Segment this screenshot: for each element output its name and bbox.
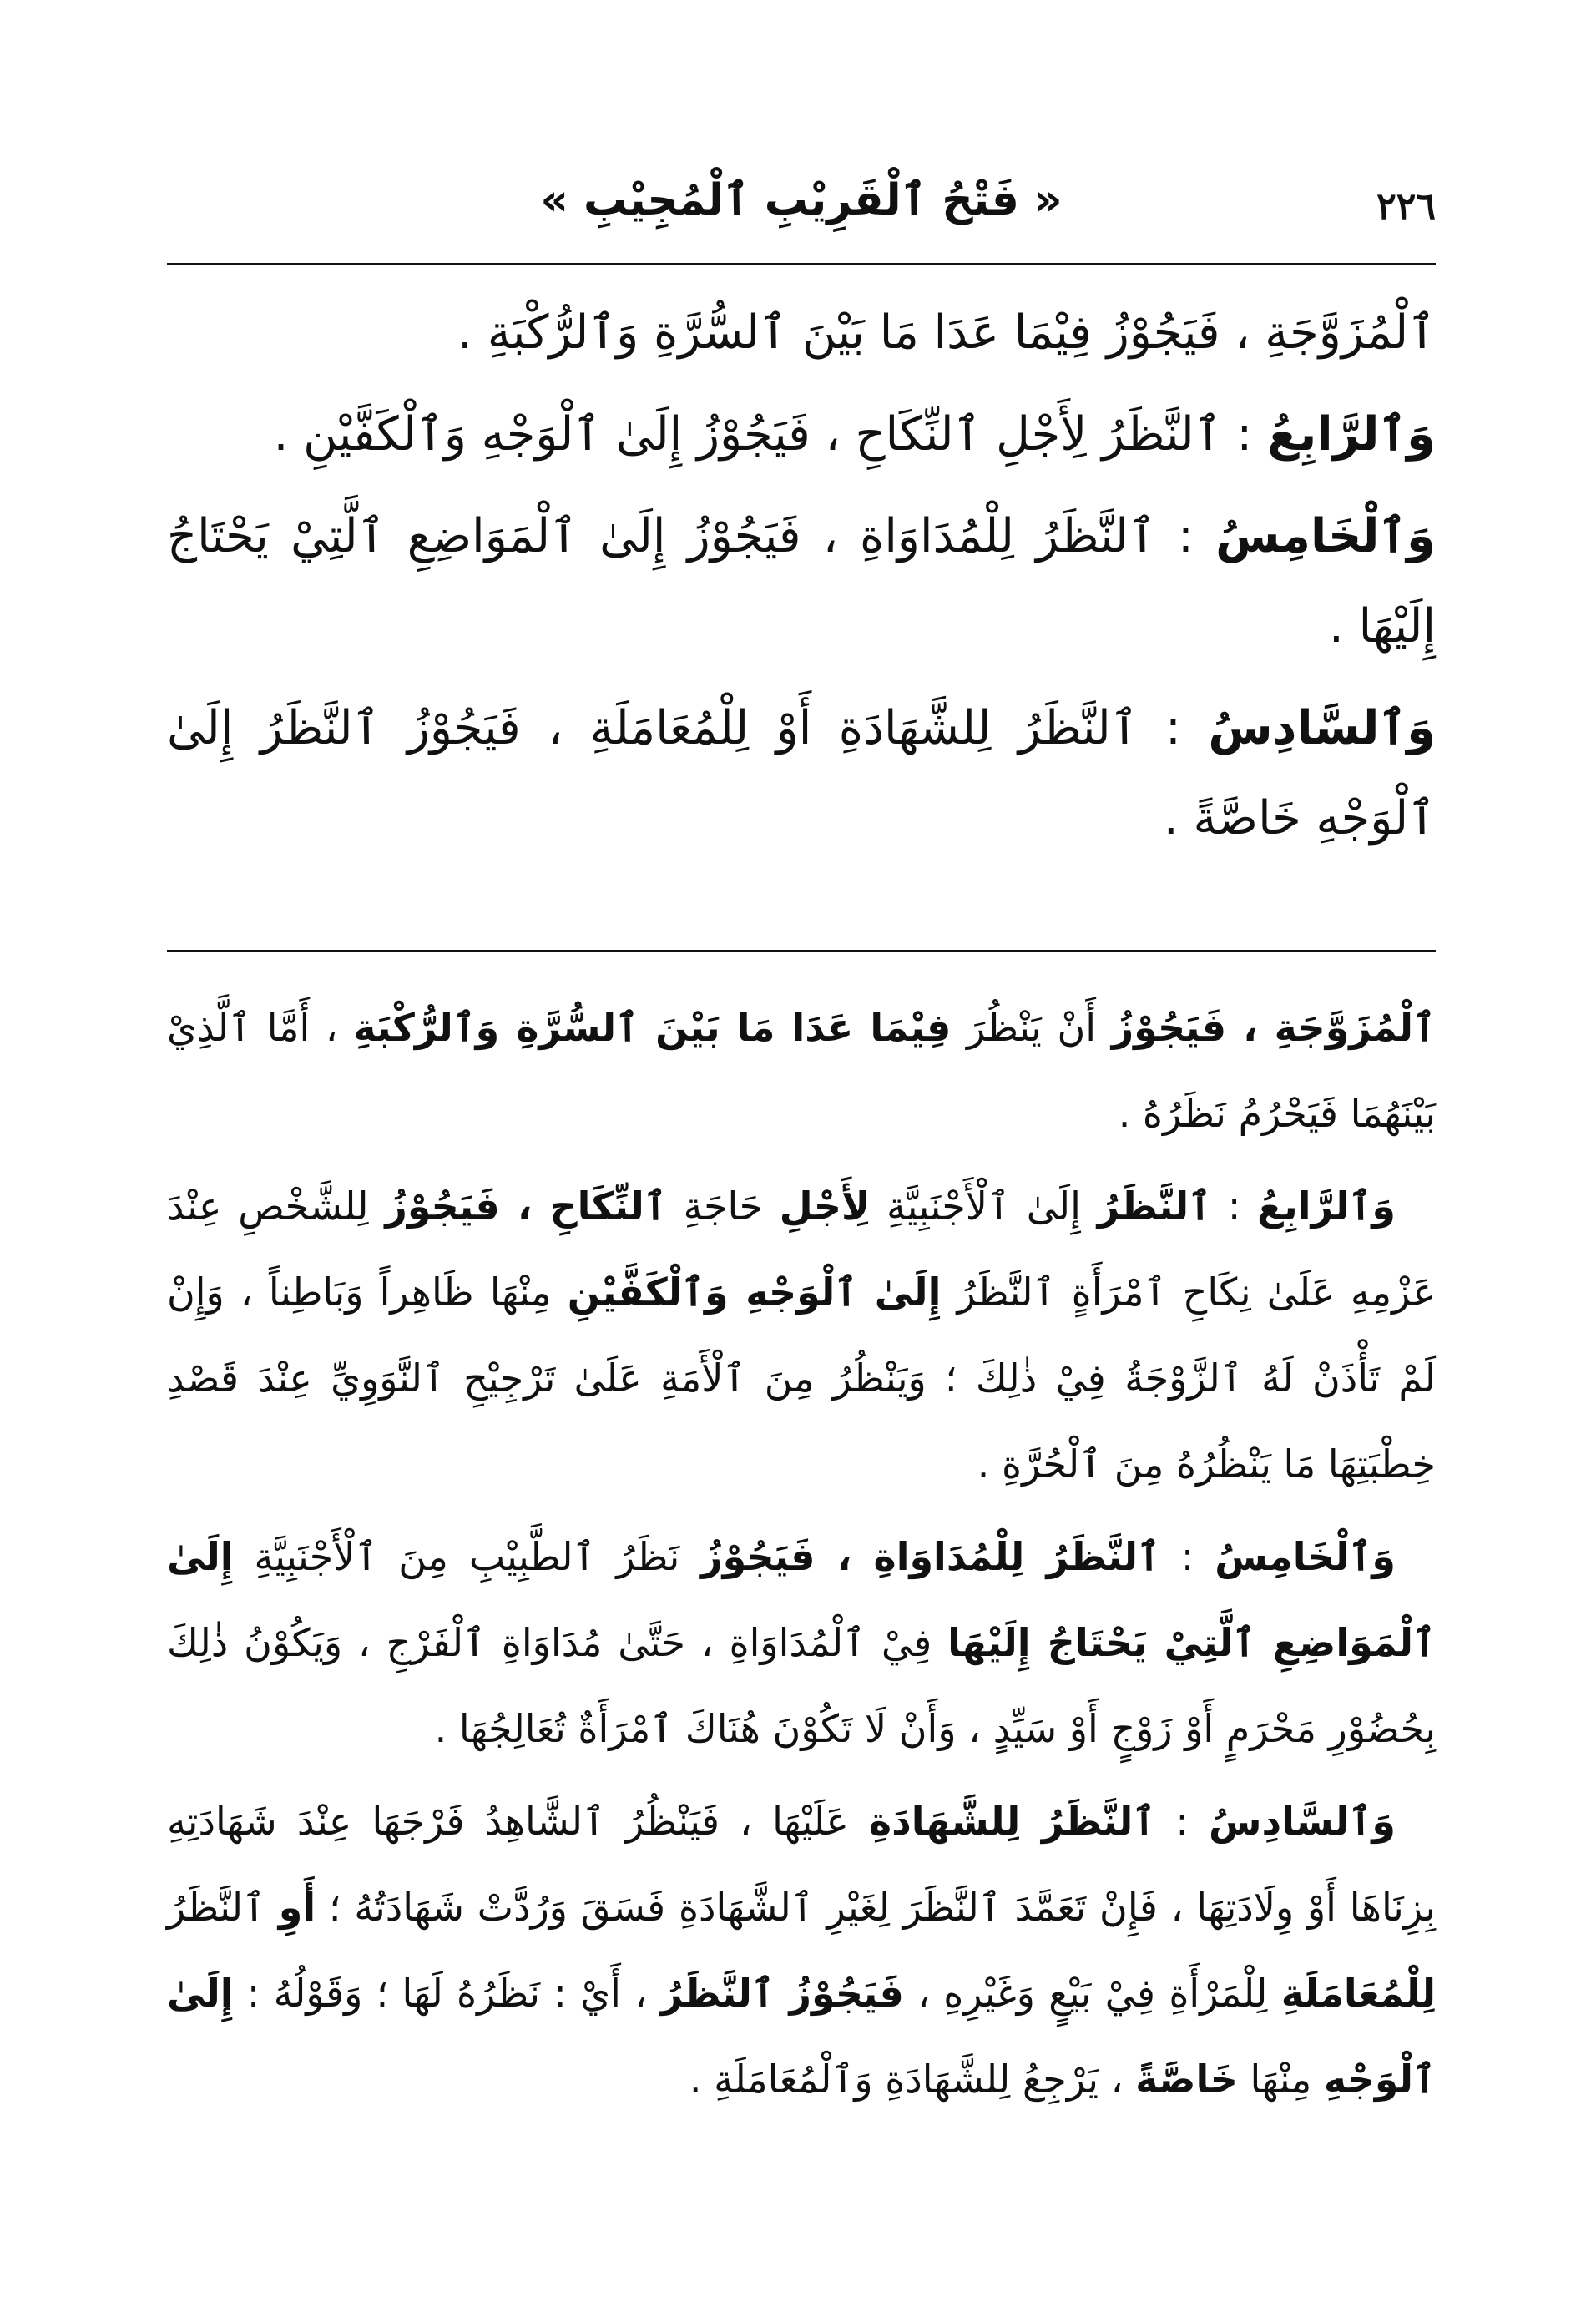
bold-segment: لِلْمُعَامَلَةِ bbox=[1280, 1971, 1436, 2016]
bold-segment: أَوِ bbox=[278, 1885, 316, 1930]
commentary-paragraph bbox=[167, 1514, 1436, 1772]
text-segment: فِيْ ٱلْمُدَاوَاةِ ، حَتَّىٰ مُدَاوَاةِ ٱلْفَرْجِ ، وَيَكُوْنُ ذٰلِكَ بِحُضُوْرِ مَحْرَمٍ أَوْ زَوْجٍ أَوْ سَيِّدٍ ، وَأَنْ لَا تَكُوْنَ هُنَاكَ ٱمْرَأَةٌ تُعَالِجُهَا . bbox=[167, 1620, 1436, 1751]
header-rule bbox=[167, 263, 1436, 265]
bold-segment: وَٱلْخَامِسُ bbox=[1215, 509, 1436, 563]
bold-segment: فَيَجُوْزُ ٱلنَّظَرُ bbox=[660, 1971, 904, 2016]
page-number: ٢٢٦ bbox=[1376, 185, 1436, 228]
running-title: « فَتْحُ ٱلْقَرِيْبِ ٱلْمُجِيْبِ » bbox=[540, 175, 1063, 225]
text-segment: أَنْ يَنْظُرَ bbox=[951, 1005, 1112, 1050]
main-text bbox=[167, 288, 1436, 864]
matn-paragraph bbox=[167, 684, 1436, 864]
bold-segment: وَٱلسَّادِسُ bbox=[1209, 1799, 1396, 1844]
bold-segment: خَاصَّةً bbox=[1135, 2057, 1238, 2102]
text-segment: ، أَمَّا ٱلَّذِيْ بَيْنَهُمَا فَيَحْرُمُ نَظَرُهُ . bbox=[167, 1005, 1436, 1136]
text-segment: ٱلنَّظَرُ bbox=[167, 1885, 279, 1930]
bold-segment: وَٱلرَّابِعُ bbox=[1257, 1184, 1396, 1229]
bold-segment: ٱلنَّظَرُ bbox=[1097, 1184, 1212, 1229]
bold-segment: ٱلنَّظَرُ لِلْمُدَاوَاةِ ، فَيَجُوْزُ bbox=[700, 1534, 1160, 1579]
text-segment: : bbox=[1159, 1534, 1215, 1579]
matn-paragraph bbox=[167, 288, 1436, 378]
text-segment: لِلْمَرْأَةِ فِيْ بَيْعٍ وَغَيْرِهِ ، bbox=[903, 1971, 1281, 2016]
commentary-text bbox=[167, 985, 1436, 2123]
text-segment: لِلشَّخْصِ عِنْدَ عَزْمِهِ عَلَىٰ نِكَاحِ ٱمْرَأَةٍ ٱلنَّظَرُ bbox=[167, 1184, 1437, 1315]
text-segment: : ٱلنَّظَرُ لِلْمُدَاوَاةِ ، فَيَجُوْزُ إِلَىٰ ٱلْمَوَاضِعِ ٱلَّتِيْ يَحْتَاجُ إِلَيْهَا . bbox=[167, 509, 1436, 654]
text-segment: : bbox=[1155, 1799, 1210, 1844]
commentary-paragraph bbox=[167, 1164, 1436, 1507]
bold-segment: وَٱلسَّادِسُ bbox=[1208, 701, 1436, 755]
commentary-paragraph bbox=[167, 1779, 1436, 2123]
commentary-paragraph bbox=[167, 985, 1436, 1157]
text-segment: مِنْهَا bbox=[1237, 2057, 1324, 2102]
bold-segment: ٱلنَّظَرُ لِلشَّهَادَةِ bbox=[869, 1799, 1156, 1844]
text-segment: إِلَىٰ ٱلْأَجْنَبِيَّةِ bbox=[870, 1184, 1098, 1229]
text-segment: : bbox=[1211, 1184, 1258, 1229]
page-header bbox=[167, 167, 1436, 259]
bold-segment: إِلَىٰ ٱلْوَجْهِ bbox=[167, 1971, 1436, 2102]
bold-segment: ٱلنِّكَاحِ ، فَيَجُوْزُ bbox=[385, 1184, 667, 1229]
bold-segment: إِلَىٰ ٱلْوَجْهِ وَٱلْكَفَّيْنِ bbox=[567, 1270, 942, 1315]
text-segment: حَاجَةِ bbox=[666, 1184, 780, 1229]
bold-segment: لِأَجْلِ bbox=[779, 1184, 871, 1229]
bold-segment: فِيْمَا عَدَا مَا بَيْنَ ٱلسُّرَّةِ وَٱلرُّكْبَةِ bbox=[353, 1005, 952, 1050]
text-segment: عَلَيْهَا ، فَيَنْظُرُ ٱلشَّاهِدُ فَرْجَهَا عِنْدَ شَهَادَتِهِ بِزِنَاهَا أَوْ وِلَادَتِهَا ، فَإِنْ تَعَمَّدَ ٱلنَّظَرَ لِغَيْرِ ٱلشَّهَادَةِ فَسَقَ وَرُدَّتْ شَهَادَتُهُ ؛ bbox=[167, 1799, 1436, 1930]
text-segment: ، يَرْجِعُ لِلشَّهَادَةِ وَٱلْمُعَامَلَةِ . bbox=[689, 2057, 1136, 2102]
text-segment: : ٱلنَّظَرُ لِأَجْلِ ٱلنِّكَاحِ ، فَيَجُوْزُ إِلَىٰ ٱلْوَجْهِ وَٱلْكَفَّيْنِ . bbox=[273, 407, 1268, 462]
bold-segment: وَٱلْخَامِسُ bbox=[1215, 1534, 1396, 1579]
text-segment: ٱلْمُزَوَّجَةِ ، فَيَجُوْزُ فِيْمَا عَدَا مَا بَيْنَ ٱلسُّرَّةِ وَٱلرُّكْبَةِ . bbox=[457, 305, 1436, 360]
matn-paragraph bbox=[167, 492, 1436, 672]
bold-segment: ٱلْمُزَوَّجَةِ ، فَيَجُوْزُ bbox=[1111, 1005, 1436, 1050]
text-segment: مِنْهَا ظَاهِراً وَبَاطِناً ، وَإِنْ لَمْ تَأْذَنْ لَهُ ٱلزَّوْجَةُ فِيْ ذٰلِكَ ؛ وَيَنْظُرُ مِنَ ٱلْأَمَةِ عَلَىٰ تَرْجِيْحِ ٱلنَّوَوِيِّ عِنْدَ قَصْدِ خِطْبَتِهَا مَا يَنْظُرُهُ مِنَ ٱلْحُرَّةِ . bbox=[167, 1270, 1436, 1487]
bold-segment: إِلَىٰ ٱلْمَوَاضِعِ ٱلَّتِيْ يَحْتَاجُ إِلَيْهَا bbox=[167, 1534, 1436, 1665]
text-segment: نَظَرُ ٱلطَّبِيْبِ مِنَ ٱلْأَجْنَبِيَّةِ bbox=[233, 1534, 701, 1579]
text-segment: : ٱلنَّظَرُ لِلشَّهَادَةِ أَوْ لِلْمُعَامَلَةِ ، فَيَجُوْزُ ٱلنَّظَرُ إِلَىٰ ٱلْوَجْهِ خَاصَّةً . bbox=[167, 701, 1436, 846]
separator-rule bbox=[167, 950, 1436, 952]
matn-paragraph bbox=[167, 390, 1436, 480]
bold-segment: وَٱلرَّابِعُ bbox=[1267, 407, 1436, 462]
text-segment: ، أَيْ : نَظَرُهُ لَهَا ؛ وَقَوْلُهُ : bbox=[233, 1971, 661, 2016]
